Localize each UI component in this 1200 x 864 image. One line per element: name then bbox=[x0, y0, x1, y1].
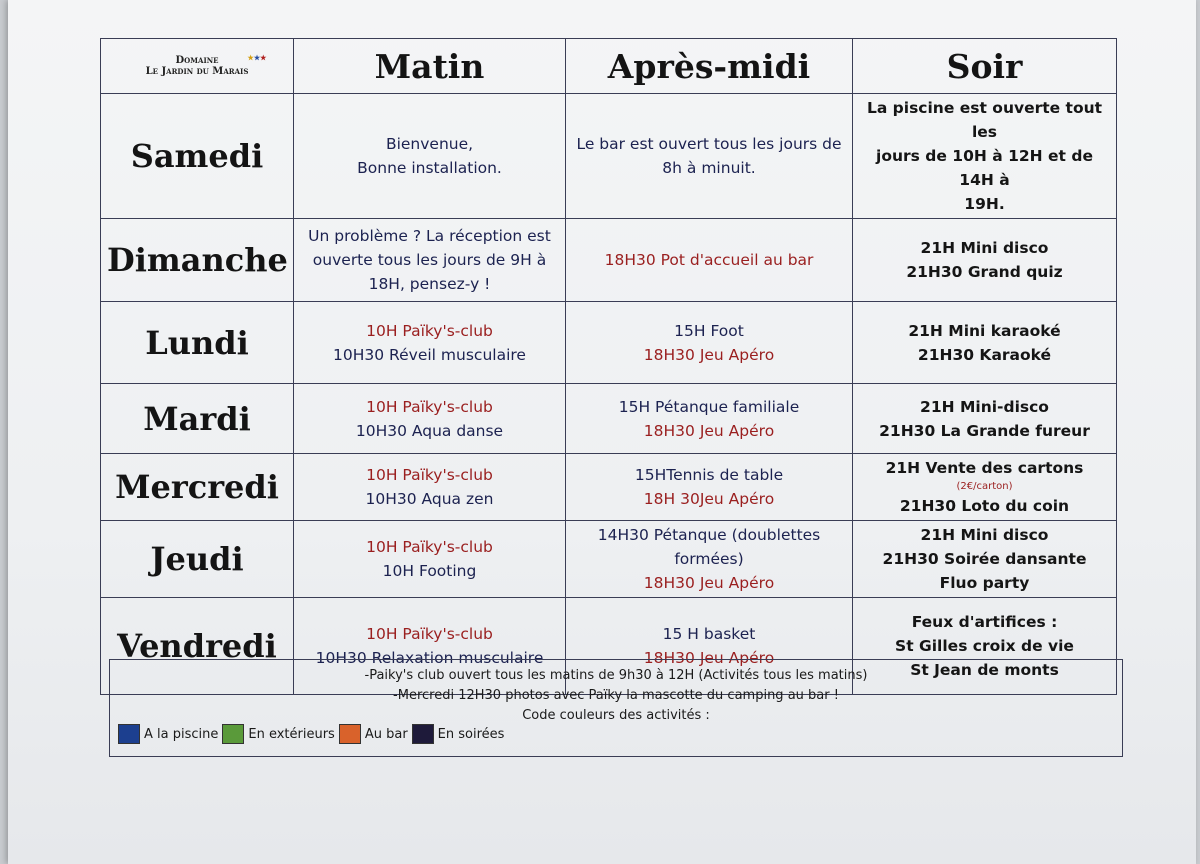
activity-line: 21H30 Soirée dansante bbox=[882, 550, 1087, 568]
legend-item bbox=[118, 724, 222, 744]
activity-line: Fluo party bbox=[939, 574, 1030, 592]
activity-line: formées) bbox=[674, 550, 744, 568]
legend-label: En soirées bbox=[437, 726, 505, 742]
activity-line: 10H30 Aqua danse bbox=[355, 421, 504, 440]
activity-line: 10H Païky's-club bbox=[366, 466, 493, 484]
activity-line: 10H Païky's-club bbox=[366, 321, 493, 340]
activity-line: St Jean de monts bbox=[910, 661, 1059, 679]
activity-line: 21H30 La Grande fureur bbox=[879, 421, 1090, 440]
activity-line: 8h à minuit. bbox=[662, 159, 756, 177]
paper-sheet bbox=[8, 0, 1196, 864]
activity-line: 18H30 Jeu Apéro bbox=[643, 649, 775, 667]
legend-item bbox=[412, 724, 509, 744]
day-label: Mardi bbox=[101, 384, 294, 454]
note-line-1: -Paiky's club ouvert tous les matins de 9h30 à 12H (Activités tous les matins) bbox=[364, 668, 868, 683]
activity-line: 21H Mini karaoké bbox=[908, 321, 1061, 340]
activity-line: (2€/carton) bbox=[956, 481, 1013, 492]
schedule-row bbox=[101, 219, 1117, 302]
activity-line: 21H Vente des cartons bbox=[885, 459, 1084, 477]
activity-line: jours de 10H à 12H et de 14H à bbox=[876, 147, 1093, 189]
note-line-2: -Mercredi 12H30 photos avec Païky la mascotte du camping au bar ! bbox=[393, 688, 839, 703]
logo-line-1: Domaine bbox=[175, 54, 219, 66]
notes-box bbox=[109, 659, 1123, 757]
activity-line: 21H Mini disco bbox=[920, 526, 1049, 544]
day-label: Jeudi bbox=[101, 521, 294, 598]
legend-label: En extérieurs bbox=[248, 726, 335, 742]
day-label: Lundi bbox=[101, 302, 294, 384]
schedule-row bbox=[101, 521, 1117, 598]
schedule-row bbox=[101, 302, 1117, 384]
activity-line: 21H Mini disco bbox=[920, 239, 1049, 257]
activity-line: 21H Mini-disco bbox=[920, 397, 1049, 416]
cell-matin bbox=[294, 219, 566, 302]
day-label: Dimanche bbox=[101, 219, 294, 302]
header-row bbox=[101, 39, 1117, 94]
activity-line: 18H30 Jeu Apéro bbox=[643, 574, 775, 592]
cell-apres bbox=[566, 94, 853, 219]
legend-color-swatch bbox=[222, 724, 244, 744]
activity-line: Bienvenue, bbox=[385, 135, 474, 153]
cell-matin bbox=[294, 521, 566, 598]
activity-line: 15H Pétanque familiale bbox=[618, 397, 800, 416]
cell-apres bbox=[566, 454, 853, 521]
activity-line: 15HTennis de table bbox=[634, 466, 784, 484]
activity-line: 21H30 Loto du coin bbox=[899, 497, 1070, 515]
activity-line: 14H30 Pétanque (doublettes bbox=[597, 526, 821, 544]
cell-soir bbox=[853, 384, 1117, 454]
legend-color-swatch bbox=[412, 724, 434, 744]
activity-line: 10H30 Réveil musculaire bbox=[333, 345, 526, 364]
column-header-matin: Matin bbox=[294, 39, 566, 94]
activity-line: St Gilles croix de vie bbox=[895, 637, 1074, 655]
cell-matin bbox=[294, 94, 566, 219]
activity-line: 18H, pensez-y ! bbox=[368, 275, 491, 293]
legend-label: Au bar bbox=[364, 726, 408, 742]
cell-apres bbox=[566, 302, 853, 384]
activity-line: 15H Foot bbox=[674, 321, 744, 340]
activity-line: 18H30 Pot d'accueil au bar bbox=[604, 251, 814, 269]
activity-line: 21H30 Karaoké bbox=[917, 345, 1052, 364]
column-header-soir: Soir bbox=[853, 39, 1117, 94]
schedule-row bbox=[101, 384, 1117, 454]
weekly-schedule-table bbox=[100, 38, 1117, 695]
activity-line: 15 H basket bbox=[662, 625, 756, 643]
activity-line: 18H 30Jeu Apéro bbox=[643, 490, 775, 508]
logo-stars-icon: ★★★ bbox=[247, 52, 267, 62]
activity-line: Bonne installation. bbox=[357, 159, 502, 177]
cell-matin bbox=[294, 302, 566, 384]
logo bbox=[145, 52, 267, 77]
cell-soir bbox=[853, 302, 1117, 384]
legend-color-swatch bbox=[339, 724, 361, 744]
legend-color-swatch bbox=[118, 724, 140, 744]
cell-soir bbox=[853, 454, 1117, 521]
activity-line: 10H30 Aqua zen bbox=[365, 490, 494, 508]
note-line-3: Code couleurs des activités : bbox=[522, 708, 710, 723]
cell-matin bbox=[294, 384, 566, 454]
cell-soir bbox=[853, 94, 1117, 219]
logo-cell bbox=[101, 39, 294, 94]
legend-label: A la piscine bbox=[144, 726, 219, 742]
cell-soir bbox=[853, 219, 1117, 302]
column-header-apres-midi: Après-midi bbox=[566, 39, 853, 94]
cell-matin bbox=[294, 454, 566, 521]
schedule-row bbox=[101, 454, 1117, 521]
activity-line: 10H30 Relaxation musculaire bbox=[315, 649, 544, 667]
cell-soir bbox=[853, 521, 1117, 598]
activity-line: Feux d'artifices : bbox=[911, 613, 1058, 631]
cell-apres bbox=[566, 219, 853, 302]
day-label: Mercredi bbox=[101, 454, 294, 521]
activity-line: 10H Footing bbox=[382, 562, 477, 580]
activity-line: ouverte tous les jours de 9H à bbox=[312, 251, 547, 269]
activity-line: La piscine est ouverte tout les bbox=[866, 99, 1103, 141]
activity-line: 10H Païky's-club bbox=[366, 625, 493, 643]
schedule-row bbox=[101, 94, 1117, 219]
activity-line: Le bar est ouvert tous les jours de bbox=[576, 135, 842, 153]
activity-line: Un problème ? La réception est bbox=[308, 227, 551, 245]
activity-line: 19H. bbox=[964, 195, 1005, 213]
activity-line: 18H30 Jeu Apéro bbox=[643, 421, 775, 440]
activity-line: 21H30 Grand quiz bbox=[906, 263, 1063, 281]
activity-line: 18H30 Jeu Apéro bbox=[643, 345, 775, 364]
logo-line-2: Le Jardin du Marais bbox=[145, 65, 249, 77]
activity-line: 10H Païky's-club bbox=[366, 397, 493, 416]
color-legend bbox=[118, 724, 508, 744]
cell-apres bbox=[566, 384, 853, 454]
day-label: Samedi bbox=[101, 94, 294, 219]
day-label: Vendredi bbox=[101, 598, 294, 695]
legend-item bbox=[222, 724, 338, 744]
legend-item bbox=[339, 724, 412, 744]
activity-line: 10H Païky's-club bbox=[366, 538, 493, 556]
cell-apres bbox=[566, 521, 853, 598]
